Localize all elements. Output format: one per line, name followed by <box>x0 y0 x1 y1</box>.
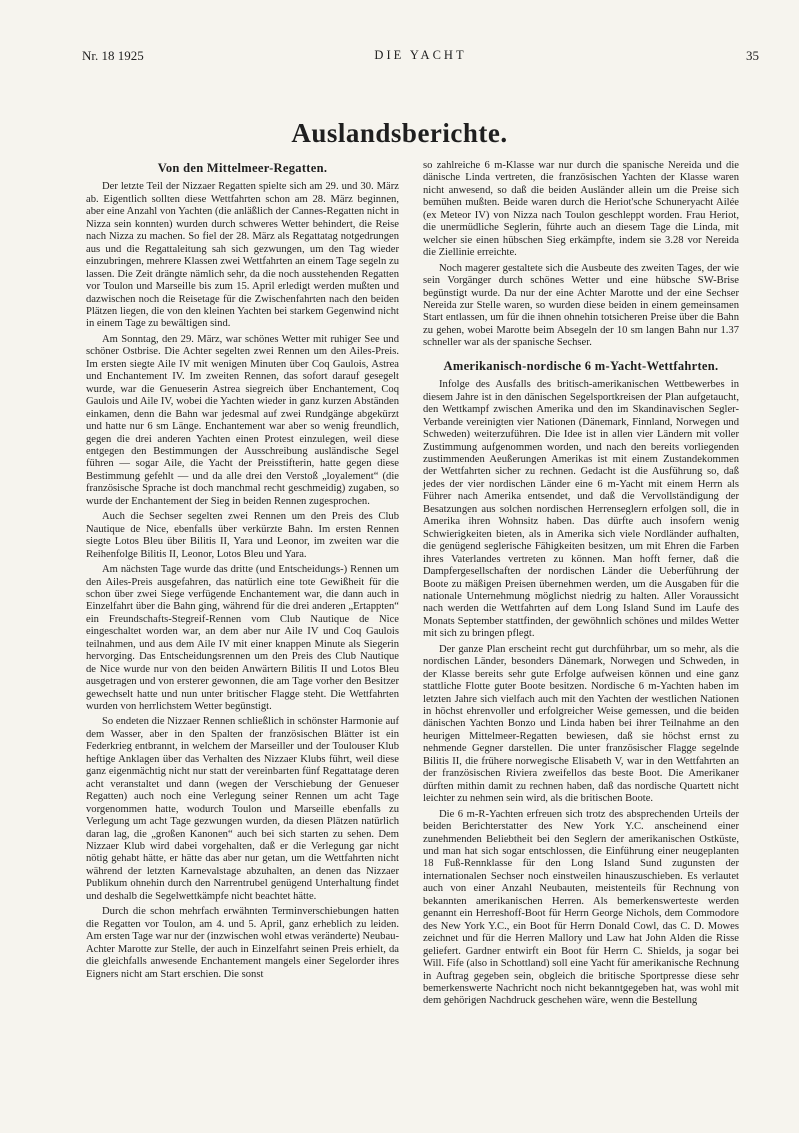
section-heading-amerikanisch-nordisch: Amerikanisch-nordische 6 m-Yacht-Wettfahrten. <box>443 358 719 373</box>
paragraph: Der letzte Teil der Nizzaer Regatten spielte sich am 29. und 30. März ab. Eigentlich sollten diese Wettfahrten schon am 28. März beginnen, aber eine Anzahl von Yachten (die anläßlich der Cannes-Regatten nicht in Nizza sein konnten) wurden durch schweres Wetter behindert, die Reise nach Nizza zu machen. So fiel der 28. März als Regattatag notgedrungen aus und die Regattaleitung sah sich gezwungen, um den Tag wieder einzubringen, mehrere Klassen zwei Wettfahrten an einem Tage segeln zu lassen. Die Zeit drängte nämlich sehr, da die noch ausstehenden Regatten vor Toulon und Marseille bis zum 15. April erledigt werden mußten und dazwischen noch die Reisetage für die Zwischenfahrten nach den beiden Plätzen liegen, die von den kleinen Yachten bei starkem Gegenwind nicht in einem Tage zu bewältigen sind. <box>86 181 399 330</box>
paragraph: Auch die Sechser segelten zwei Rennen um den Preis des Club Nautique de Nice, ebenfalls über verkürzte Bahn. Im ersten Rennen siegte Lotos Bleu über Bilitis II, Yara und Leonor, im zweiten war die Reihenfolge Bilitis II, Leonor, Lotos Bleu und Yara. <box>86 511 399 560</box>
page-title: Auslandsberichte. <box>291 118 508 148</box>
magazine-name: DIE YACHT <box>374 48 467 62</box>
right-column <box>423 160 739 1008</box>
page-number: 35 <box>746 48 759 63</box>
running-header <box>82 48 759 68</box>
paragraph: So endeten die Nizzaer Rennen schließlich in schönster Harmonie auf dem Wasser, aber in den Spalten der französischen Blätter ist ein Federkrieg entbrannt, in welchem der Marseiller und der Toulouser Klub heftige Anklagen über das Verhalten des Nizzaer Klubs führt, weil diese ganz eigenmächtig nicht nur statt der vereinbarten fünf Regattatage deren acht veranstaltet und dann (wegen der Verschiebung der Genueser Regatten) auch noch eine Verlegung seiner Rennen um acht Tage vorgenommen hatte, wodurch Toulon und Marseille ebenfalls zu Verlegung um acht Tage gezwungen wurden, da diesen Plätzen natürlich daran lag, die „großen Kanonen“ auch bei sich starten zu sehen. Dem Nizzaer Klub wird dabei vorgehalten, daß er die Verlegung gar nicht nötig gehabt hätte, er hätte das aber nur getan, um die Wettfahrten nicht während der letzten Karnevalstage abzuhalten, an denen das Nizzaer Publikum ohnehin durch den Narrentrubel genügend Unterhaltung findet und deshalb die Segelwettkämpfe nicht beachtet hätte. <box>86 716 399 902</box>
paragraph: Die 6 m-R-Yachten erfreuen sich trotz des absprechenden Urteils der beiden Berichterstatter des New York Y.C. anscheinend einer zunehmenden Beliebtheit bei den Seglern der amerikanischen Ostküste, und man hat sich sogar entschlossen, die Einführung einer neugeplanten 18 Fuß-Rennklasse für den Long Island Sund zugunsten der internationalen Sechser noch einstweilen hinauszuschieben. Es verlautet auch von einer Anzahl Neubauten, meistenteils für Rechnung von bekannten amerikanischen Herren. Als bemerkenswerteste werden genannt ein Herreshoff-Boot für Herrn George Nichols, dem Commodore des New York Y.C., ein Boot für Herrn Donald Cowl, das C. D. Mowes zeichnet und für die Herren Mallory und Law hat John Alden die Risse geliefert. Gardner entwirft ein Boot für Herrn C. Shields, ja sogar bei Will. Fife (also in Schottland) soll eine Yacht für amerikanische Rechnung in Auftrag gegeben sein, obgleich die britische Sportpresse diese sehr bemerkenswerte Nachricht noch nicht bekanntgegeben hat, was wohl mit dem gehörigen Nachdruck geschehen wäre, wenn die Bestellung <box>423 808 739 1007</box>
paragraph: Am nächsten Tage wurde das dritte (und Entscheidungs-) Rennen um den Ailes-Preis ausgefahren, das natürlich eine tote Gewißheit für die schon über zwei Siege verfügende Enchantement war, die dann auch in Einzelfahrt über die Bahn ging, während für die drei anderen „Ertappten“ ein Freundschafts-Stegreif-Rennen vom Club Nautique de Nice eingeschaltet worden war, an dem aber nur Aile IV und Coq Gaulois teilnahmen, und aus dem Aile IV mit einer knappen Minute als Siegerin hervorging. Das Entscheidungsrennen um den Preis des Club Nautique de Nice wurde nur von den beiden Anwärtern Bilitis II und Lotos Bleu ausgetragen und von ersterer gewonnen, die am Tage vorher den Besitzer gewechselt hatte und nun unter britischer Flagge steht. Die Wettfahrten wurden von herrlichstem Wetter begünstigt. <box>86 564 399 713</box>
left-column <box>86 160 399 981</box>
paragraph: Der ganze Plan erscheint recht gut durchführbar, um so mehr, als die nordischen Länder, besonders Dänemark, Norwegen und Schweden, in der Klasse bereits sehr gute Erfolge aufweisen können und eine ganz stattliche Flotte guter Boote besitzen. Nordische 6 m-Yachten haben im letzten Jahre sich vielfach auch mit den Yachten der westlichen Nationen in höchst ehrenvoller und erfolgreicher Weise gemessen, und die beiden dänischen Yachten Bonzo und Linda haben bei ihrer Teilnahme an den heurigen Mittelmeer-Regatten bewiesen, daß sie höchst ernst zu nehmende Gegner darstellen. Die unter französischer Flagge segelnde Bilitis II, die frühere norwegische Elisabeth V, war in den Wettfahrten an der französischen Riviera zweifellos das beste Boot. Die Amerikaner dürften mithin damit zu rechnen haben, daß das nordische Quartett nicht leichter zu nehmen sein wird, als die britischen Boote. <box>423 643 739 805</box>
paragraph: Am Sonntag, den 29. März, war schönes Wetter mit ruhiger See und schöner Ostbrise. Die Achter segelten zwei Rennen um den Ailes-Preis. Im ersten siegte Aile IV mit wenigen Minuten über Coq Gaulois, Astrea und Enchantement IV. Im zweiten Rennen, das sofort darauf gesegelt wurde, war die Genueserin Astrea siegreich über Enchantement, Coq Gaulois und Aile IV, wobei die Yachten wieder in ganz kurzen Abständen einkamen, denn die Bahn war jedesmal auf zwei Rundgänge abgekürzt und hatte nur 6 sm Länge. Enchantement war aber so wenig freundlich, gegen die drei anderen Yachten einen Protest einzulegen, weil diese entgegen den Bestimmungen der Ausschreibung ausländische Segel führen — sogar Aile, die Yacht der Preisstifterin, hatte gegen diese Bestimmung gefehlt — und da alle drei den Verstoß „loyalement“ (die französische Sprache ist doch manchmal recht geschmeidig) zugaben, so wurde der Enchantement der Sieg in beiden Rennen zugesprochen. <box>86 333 399 507</box>
issue-number: Nr. 18 1925 <box>82 48 144 63</box>
paragraph: Noch magerer gestaltete sich die Ausbeute des zweiten Tages, der wie sein Vorgänger durch schönes Wetter und eine hübsche SW-Brise begünstigt wurde. Da nur der eine Achter Marotte und der eine Sechser Nereida zur Stelle waren, so wurden diese beiden in einem gemeinsamen Start entlassen, um für die ihnen ohnehin totsicheren Preise über die Bahn zu gehen, wobei Marotte beim Absegeln der 10 sm langen Bahn nur 1.37 schneller war als der spanische Sechser. <box>423 262 739 349</box>
paragraph: Infolge des Ausfalls des britisch-amerikanischen Wettbewerbes in diesem Jahre ist in den dänischen Segelsportkreisen der Plan aufgetaucht, den Wettkampf zwischen Amerika und den im Skandinavischen Segler-Verbande vereinigten vier Nationen (Dänemark, Finnland, Norwegen und Schweden) weiterzuführen. Die Idee ist in allen vier Ländern mit voller Zustimmung aufgenommen worden, und nach den bereits vorliegenden zustimmenden Aeußerungen Amerikas ist mit einem Zustandekommen der Wettfahrten sicher zu rechnen. Gedacht ist die Ausführung so, daß jedes der vier nordischen Länder eine 6 m-Yacht mit einem Herrn als Führer nach Amerika entsendet, und daß die Vervollständigung der Besatzungen aus solchen nordischen Herrenseglern erfolgen soll, die in Amerika ihren Wohnsitz haben. Das dürfte auch insofern wenig Schwierigkeiten bieten, als in Amerika sich viele Nordländer aufhalten, die genügend seglerische Fähigkeiten besitzen, um mit Ehren die Farben ihres Vaterlandes vertreten zu können. Man hofft ferner, daß die Dampfergesellschaften der nordischen Länder die Ueberführung der Boote zu mäßigen Preisen übernehmen werden, um die Ausgaben für die nationale Unternehmung möglichst niedrig zu halten. Aller Voraussicht nach werden die Wettfahrten auf dem Long Island Sund im Laufe des Monats September stattfinden, der gewöhnlich schönes und mildes Wetter mit sich zu bringen pflegt. <box>423 379 739 640</box>
paragraph-continued: so zahlreiche 6 m-Klasse war nur durch die spanische Nereida und die dänische Linda vertreten, die französischen Yachten der Klasse waren nicht anwesend, so daß die beiden Ausländer allein um die Preise sich bemühen mußten. Beide waren durch die Heriot'sche Schuneryacht Ailée (ex Meteor IV) von Nizza nach Toulon geschleppt worden. Frau Heriot, die unermüdliche Seglerin, führte auch an diesem Tage die Linda, mit welcher sie einen hübschen Sieg erkämpfte, indem sie 3.28 vor Nereida die Ziellinie erreichte. <box>423 160 739 259</box>
section-heading-mittelmeer: Von den Mittelmeer-Regatten. <box>157 161 328 175</box>
paragraph: Durch die schon mehrfach erwähnten Terminverschiebungen hatten die Regatten vor Toulon, am 4. und 5. April, ganz erheblich zu leiden. Am ersten Tage war nur der (inzwischen wohl etwas veränderte) Neubau-Achter Marotte zur Stelle, der auch in Einzelfahrt seinen Preis erhielt, da die gleichfalls anwesende Enchantement mangels einer Segelorder ihres Eigners nicht am Start erschien. Die sonst <box>86 906 399 980</box>
